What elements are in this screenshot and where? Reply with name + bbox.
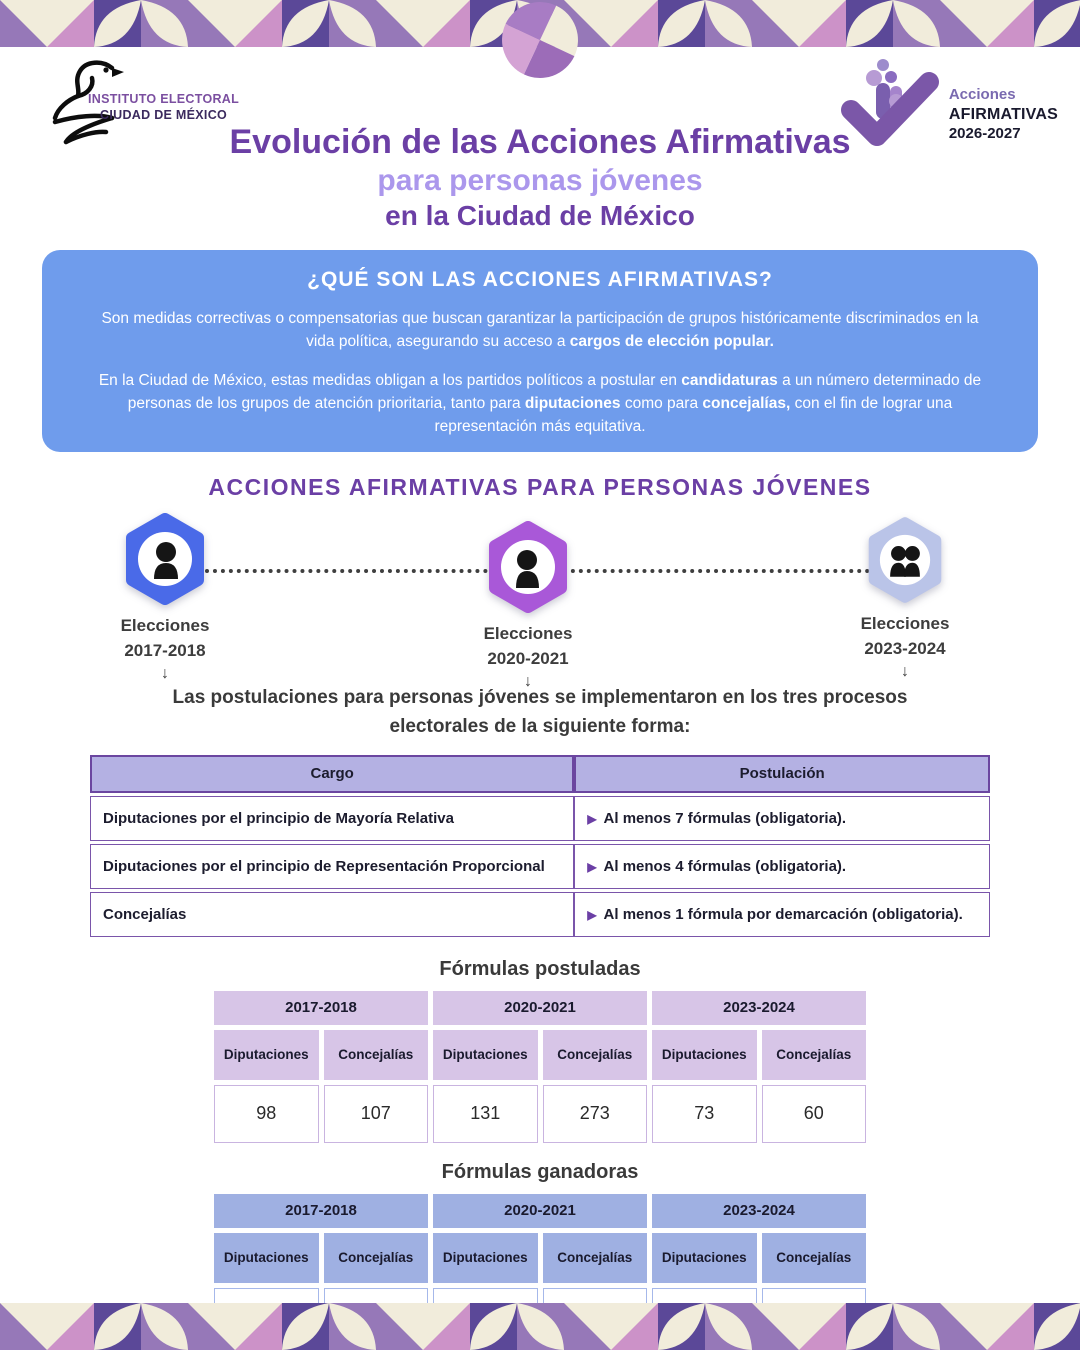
timeline-label-word: Elecciones xyxy=(860,614,950,633)
value-cell: 107 xyxy=(324,1085,429,1143)
hexagon-person-icon xyxy=(485,519,571,615)
lead-line1: Las postulaciones para personas jóvenes se implementaron en los tres procesos xyxy=(172,687,908,708)
pie-circle-decoration xyxy=(502,2,578,78)
postuladas-title: Fórmulas postuladas xyxy=(439,957,641,980)
triangle-bullet-icon: ▶ xyxy=(587,907,597,922)
hexagon-two-people-icon xyxy=(865,515,945,605)
subheader-concejalias: Concejalías xyxy=(543,1030,648,1080)
postuladas-table xyxy=(214,991,866,1143)
cargo-cell: Diputaciones por el principio de Representación Proporcional xyxy=(90,844,574,889)
timeline-label-word: Elecciones xyxy=(120,616,210,635)
value-cell: 73 xyxy=(652,1085,757,1143)
lead-text xyxy=(0,683,1080,742)
cargo-postulacion-table xyxy=(90,752,990,940)
timeline-label xyxy=(433,622,623,671)
timeline-label-years: 2017-2018 xyxy=(124,640,206,660)
cargo-cell: Diputaciones por el principio de Mayoría Relativa xyxy=(90,796,574,841)
cargo-cell: Concejalías xyxy=(90,892,574,937)
period-label: 2026-2027 xyxy=(948,124,1021,142)
section-heading: ACCIONES AFIRMATIVAS PARA PERSONAS JÓVENES xyxy=(208,474,872,500)
definition-box xyxy=(42,250,1038,452)
timeline-label xyxy=(810,612,1000,661)
timeline-label xyxy=(70,614,260,663)
subheader-concejalias: Concejalías xyxy=(762,1030,867,1080)
postulacion-cell xyxy=(574,892,990,937)
value-cell: 131 xyxy=(433,1085,538,1143)
main-content xyxy=(0,250,1080,1346)
p2-bold-3: diputaciones xyxy=(524,394,621,412)
subheader-concejalias: Concejalías xyxy=(543,1233,648,1283)
p2-text-2: a un número determinado de personas de los grupos de atención prioritaria, tanto para xyxy=(127,371,982,412)
hexagon-person-icon xyxy=(122,511,208,607)
year-header: 2023-2024 xyxy=(652,1194,866,1228)
year-header: 2017-2018 xyxy=(214,991,428,1025)
down-arrow-icon: ↓ xyxy=(901,663,909,681)
timeline-item-2020-2021 xyxy=(433,519,623,690)
triangle-bullet-icon: ▶ xyxy=(587,811,597,826)
acciones-label: Acciones xyxy=(948,86,1016,103)
subheader-diputaciones: Diputaciones xyxy=(652,1030,757,1080)
postulacion-text: Al menos 1 fórmula por demarcación (obligatoria). xyxy=(603,905,963,923)
p2-bold-5: concejalías, xyxy=(702,394,791,412)
institute-name-line2: CIUDAD DE MÉXICO xyxy=(100,107,228,122)
column-header-cargo: Cargo xyxy=(90,755,574,793)
table-row xyxy=(90,892,990,937)
page-title xyxy=(110,122,970,232)
p2-text-4: como para xyxy=(620,394,703,412)
p1-bold: cargos de elección popular. xyxy=(569,333,774,351)
subheader-concejalias: Concejalías xyxy=(324,1233,429,1283)
definition-paragraph-1 xyxy=(88,307,992,354)
value-cell: 273 xyxy=(543,1085,648,1143)
column-header-postulacion: Postulación xyxy=(574,755,990,793)
table-row xyxy=(90,796,990,841)
p2-text-6: con el fin de lograr una representación más equitativa. xyxy=(434,394,953,435)
year-header: 2020-2021 xyxy=(433,1194,647,1228)
down-arrow-icon: ↓ xyxy=(524,673,532,691)
timeline-label-word: Elecciones xyxy=(483,624,573,643)
bottom-geometric-border xyxy=(0,1303,1080,1350)
subheader-concejalias: Concejalías xyxy=(324,1030,429,1080)
institute-name-line1: INSTITUTO ELECTORAL xyxy=(88,92,240,106)
year-header: 2023-2024 xyxy=(652,991,866,1025)
subheader-diputaciones: Diputaciones xyxy=(214,1233,319,1283)
p2-text-0: En la Ciudad de México, estas medidas obligan a los partidos políticos a postular en xyxy=(98,371,682,389)
afirmativas-label: AFIRMATIVAS xyxy=(948,105,1058,123)
p2-bold-1: candidaturas xyxy=(681,371,778,389)
subheader-diputaciones: Diputaciones xyxy=(652,1233,757,1283)
postulacion-cell xyxy=(574,796,990,841)
definition-box-title: ¿QUÉ SON LAS ACCIONES AFIRMATIVAS? xyxy=(307,268,773,291)
timeline-label-years: 2020-2021 xyxy=(487,648,569,668)
p1-text: Son medidas correctivas o compensatorias que buscan garantizar la participación de grupos históricamente discriminados en la vida política, asegurando su acceso a xyxy=(101,310,979,351)
year-header: 2020-2021 xyxy=(433,991,647,1025)
definition-paragraph-2 xyxy=(88,369,992,439)
subheader-concejalias: Concejalías xyxy=(762,1233,867,1283)
subheader-diputaciones: Diputaciones xyxy=(433,1233,538,1283)
postulacion-text: Al menos 7 fórmulas (obligatoria). xyxy=(603,809,847,827)
year-header: 2017-2018 xyxy=(214,1194,428,1228)
lead-line2: electorales de la siguiente forma: xyxy=(389,716,691,738)
page-title-line1: Evolución de las Acciones Afirmativas xyxy=(229,123,851,161)
value-cell: 60 xyxy=(762,1085,867,1143)
postulacion-text: Al menos 4 fórmulas (obligatoria). xyxy=(603,857,847,875)
ganadoras-title: Fórmulas ganadoras xyxy=(441,1160,639,1183)
triangle-bullet-icon: ▶ xyxy=(587,859,597,874)
page-title-line2: para personas jóvenes xyxy=(377,163,703,197)
timeline-label-years: 2023-2024 xyxy=(864,638,946,658)
table-row xyxy=(90,844,990,889)
elections-timeline xyxy=(0,507,1080,691)
page-title-line3: en la Ciudad de México xyxy=(385,199,695,231)
down-arrow-icon: ↓ xyxy=(161,665,169,683)
subheader-diputaciones: Diputaciones xyxy=(433,1030,538,1080)
timeline-item-2023-2024 xyxy=(810,515,1000,680)
value-cell: 98 xyxy=(214,1085,319,1143)
timeline-item-2017-2018 xyxy=(70,511,260,682)
subheader-diputaciones: Diputaciones xyxy=(214,1030,319,1080)
postulacion-cell xyxy=(574,844,990,889)
